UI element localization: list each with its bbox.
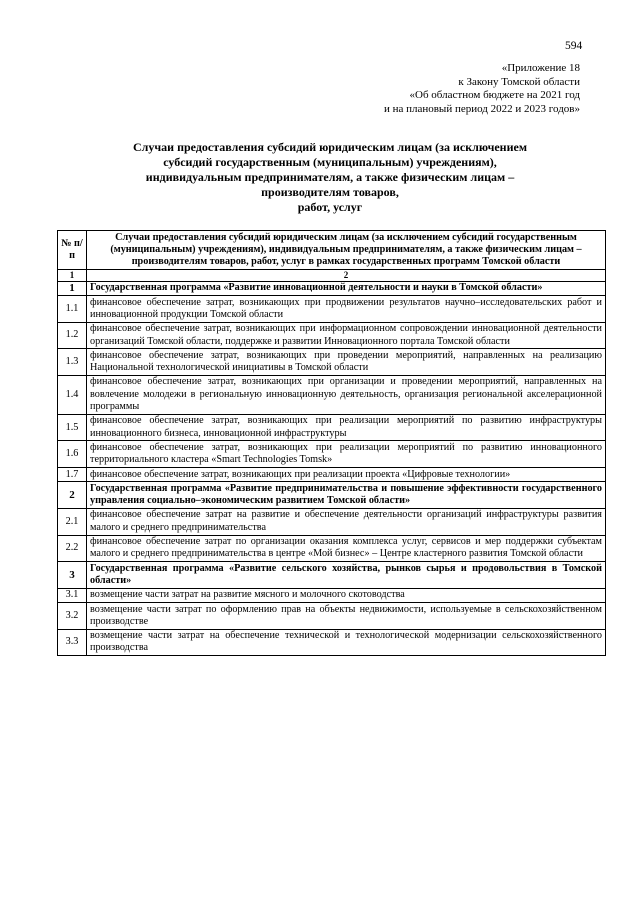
row-number: 2.1: [58, 508, 87, 535]
row-number: 1.3: [58, 349, 87, 376]
appendix-reference: [384, 62, 580, 116]
row-number: 1: [58, 281, 87, 295]
program-row: [58, 562, 606, 589]
row-description: возмещение части затрат на обеспечение технической и технологической модернизации сельскохозяйственного производства: [87, 629, 606, 656]
row-description: финансовое обеспечение затрат, возникающих при реализации мероприятий по развитию инфраструктуры инновационного бизнеса, инновационной инфраструктуры: [87, 414, 606, 441]
program-row: [58, 482, 606, 509]
row-number: 1.4: [58, 375, 87, 414]
title-line: субсидий государственным (муниципальным) учреждениям),: [163, 155, 497, 169]
table-row: [58, 414, 606, 441]
appendix-line: «Об областном бюджете на 2021 год: [409, 89, 580, 101]
page-number: 594: [565, 40, 583, 52]
row-description: финансовое обеспечение затрат, возникающих при реализации мероприятий по развитию инновационного территориального кластера «Smart Technologies Tomsk»: [87, 441, 606, 468]
table-body: [58, 281, 606, 655]
program-row: [58, 281, 606, 295]
table-row: [58, 508, 606, 535]
title-line: Случаи предоставления субсидий юридическим лицам (за исключением: [132, 140, 527, 154]
table-row: [58, 588, 606, 602]
row-number: 3.2: [58, 603, 87, 630]
column-number-row: [58, 269, 606, 281]
row-description: Государственная программа «Развитие инновационной деятельности и науки в Томской области»: [87, 281, 606, 295]
header-number: № п/п: [58, 231, 87, 270]
row-description: Государственная программа «Развитие предпринимательства и повышение эффективности государственного управления социально–экономическим развитием Томской области»: [87, 482, 606, 509]
row-description: финансовое обеспечение затрат по организации оказания комплекса услуг, сервисов и мер поддержки субъектам малого и среднего предпринимательства в центре «Мой бизнес» – Центре кластерного развития Томской области: [87, 535, 606, 562]
row-description: финансовое обеспечение затрат, возникающих при организации и проведении мероприятий, направленных на вовлечение молодежи в региональную инновационную деятельность, организация региональной акселерационной программы: [87, 375, 606, 414]
table-row: [58, 349, 606, 376]
row-number: 2.2: [58, 535, 87, 562]
row-description: финансовое обеспечение затрат, возникающих при продвижении результатов научно–исследовательских работ и инновационной продукции Томской области: [87, 296, 606, 323]
row-description: финансовое обеспечение затрат, возникающих при информационном сопровождении инновационной деятельности организаций Томской области, поддержке и развитии Инновационного портала Томской области: [87, 322, 606, 349]
row-number: 3.3: [58, 629, 87, 656]
column-number: 2: [87, 269, 606, 281]
row-number: 1.5: [58, 414, 87, 441]
appendix-line: и на плановый период 2022 и 2023 годов»: [383, 102, 580, 115]
subsidy-cases-table: [57, 230, 606, 656]
title-line: индивидуальным предпринимателям, а также физическим лицам –: [145, 170, 515, 184]
row-description: возмещение части затрат на развитие мясного и молочного скотоводства: [87, 588, 606, 602]
row-description: финансовое обеспечение затрат на развитие и обеспечение деятельности организаций инфраструктуры развития малого и среднего предпринимательства: [87, 508, 606, 535]
row-number: 1.6: [58, 441, 87, 468]
row-number: 2: [58, 482, 87, 509]
row-number: 1.7: [58, 468, 87, 482]
table-header-row: [58, 231, 606, 270]
appendix-line: к Закону Томской области: [458, 75, 580, 88]
row-number: 1.2: [58, 322, 87, 349]
table-row: [58, 296, 606, 323]
column-number: 1: [58, 269, 87, 281]
row-description: Государственная программа «Развитие сельского хозяйства, рынков сырья и продовольствия в Томской области»: [87, 562, 606, 589]
table-row: [58, 535, 606, 562]
header-description: Случаи предоставления субсидий юридическим лицам (за исключением субсидий государственным (муниципальным) учреждениям), индивидуальным предпринимателям, а также физическим лицам – производителям товаров, работ, услуг в рамках государственных программ Томской области: [87, 231, 606, 270]
title-line: производителям товаров,: [261, 185, 399, 199]
table-row: [58, 441, 606, 468]
appendix-line: «Приложение 18: [501, 62, 580, 74]
row-description: возмещение части затрат по оформлению прав на объекты недвижимости, используемые в сельскохозяйственном производстве: [87, 603, 606, 630]
row-number: 3.1: [58, 588, 87, 602]
table-row: [58, 375, 606, 414]
row-number: 1.1: [58, 296, 87, 323]
table-row: [58, 468, 606, 482]
document-title: [80, 140, 580, 215]
title-line: работ, услуг: [297, 200, 363, 214]
table-row: [58, 629, 606, 656]
table-row: [58, 603, 606, 630]
row-description: финансовое обеспечение затрат, возникающих при реализации проекта «Цифровые технологии»: [87, 468, 606, 482]
row-number: 3: [58, 562, 87, 589]
row-description: финансовое обеспечение затрат, возникающих при проведении мероприятий, направленных на реализацию Национальной технологической инициативы в Томской области: [87, 349, 606, 376]
table-row: [58, 322, 606, 349]
